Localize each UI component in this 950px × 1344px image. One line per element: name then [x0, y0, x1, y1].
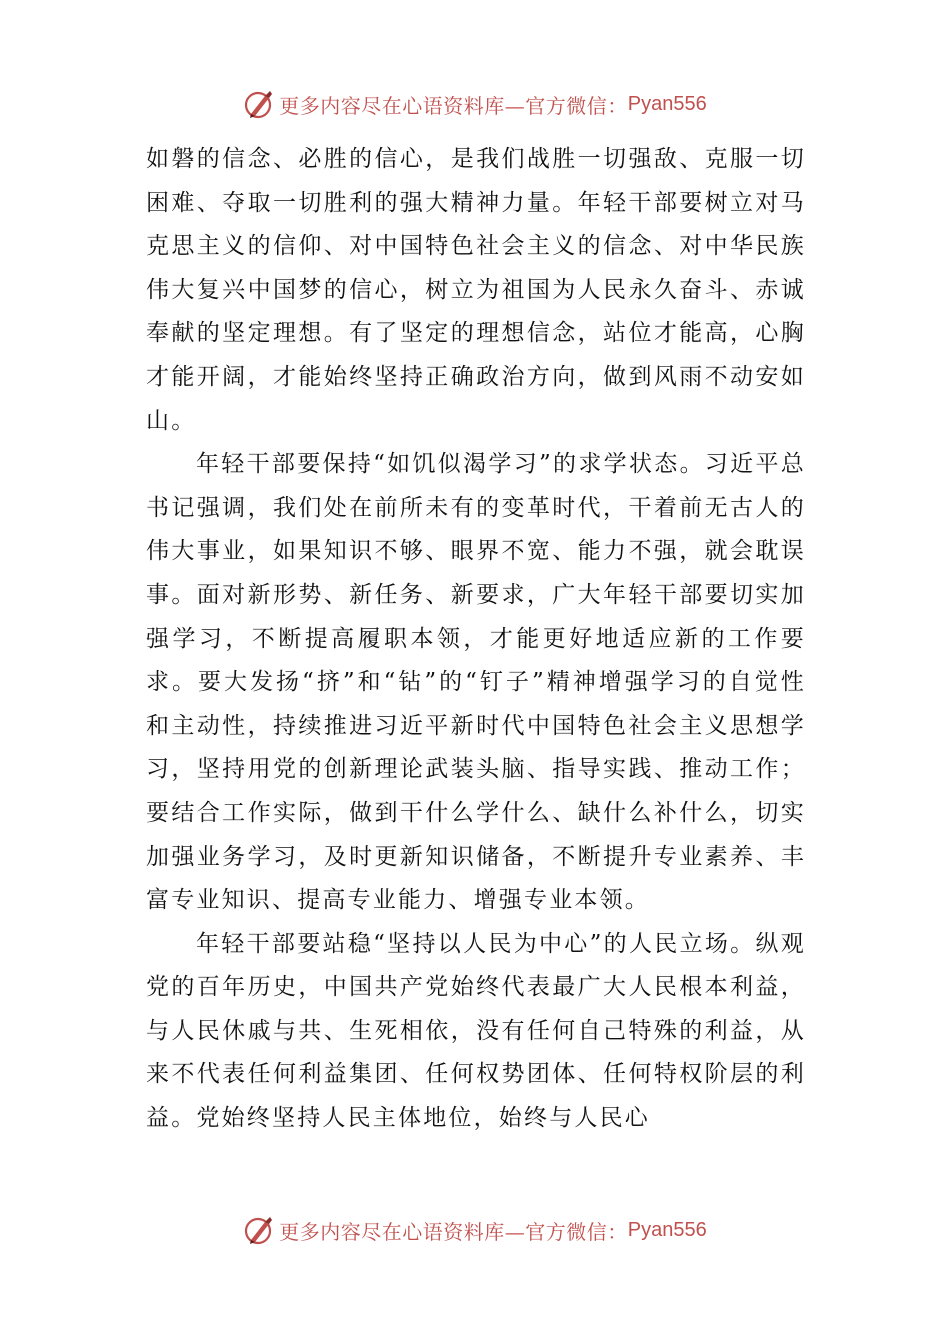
paragraph-1: 如磐的信念、必胜的信心，是我们战胜一切强敌、克服一切困难、夺取一切胜利的强大精神力量。年轻干部要树立对马克思主义的信仰、对中国特色社会主义的信念、对中华民族伟大复兴中国梦的信心，树立为祖国为人民永久奋斗、赤诚奉献的坚定理想。有了坚定的理想信念，站位才能高，心胸才能开阔，才能始终坚持正确政治方向，做到风雨不动安如山。 [146, 146, 806, 434]
wechat-id: Pyan556 [627, 1218, 707, 1241]
paragraph-2: 年轻干部要保持“如饥似渴学习”的求学状态。习近平总书记强调，我们处在前所未有的变革时代，干着前无古人的伟大事业，如果知识不够、眼界不宽、能力不强，就会耽误事。面对新形势、新任务、新要求，广大年轻干部要切实加强学习，不断提高履职本领，才能更好地适应新的工作要求。要大发扬“挤”和“钻”的“钉子”精神增强学习的自觉性和主动性，持续推进习近平新时代中国特色社会主义思想学习，坚持用党的创新理论武装头脑、指导实践、推动工作；要结合工作实际，做到干什么学什么、缺什么补什么，切实加强业务学习，及时更新知识储备，不断提升专业素养、丰富专业知识、提高专业能力、增强专业本领。 [146, 451, 806, 914]
pen-logo-icon [243, 1214, 275, 1246]
footer-banner [0, 1210, 950, 1250]
document-body [146, 138, 806, 1141]
wechat-id: Pyan556 [627, 92, 707, 115]
header-banner [0, 84, 950, 124]
banner-text: 更多内容尽在心语资料库—官方微信： [279, 93, 628, 118]
paragraph-3: 年轻干部要站稳“坚持以人民为中心”的人民立场。纵观党的百年历史，中国共产党始终代表最广大人民根本利益，与人民休戚与共、生死相依，没有任何自己特殊的利益，从来不代表任何利益集团、任何权势团体、任何特权阶层的利益。党始终坚持人民主体地位，始终与人民心 [146, 930, 806, 1132]
pen-logo-icon [243, 88, 275, 120]
banner-text: 更多内容尽在心语资料库—官方微信： [279, 1219, 628, 1244]
